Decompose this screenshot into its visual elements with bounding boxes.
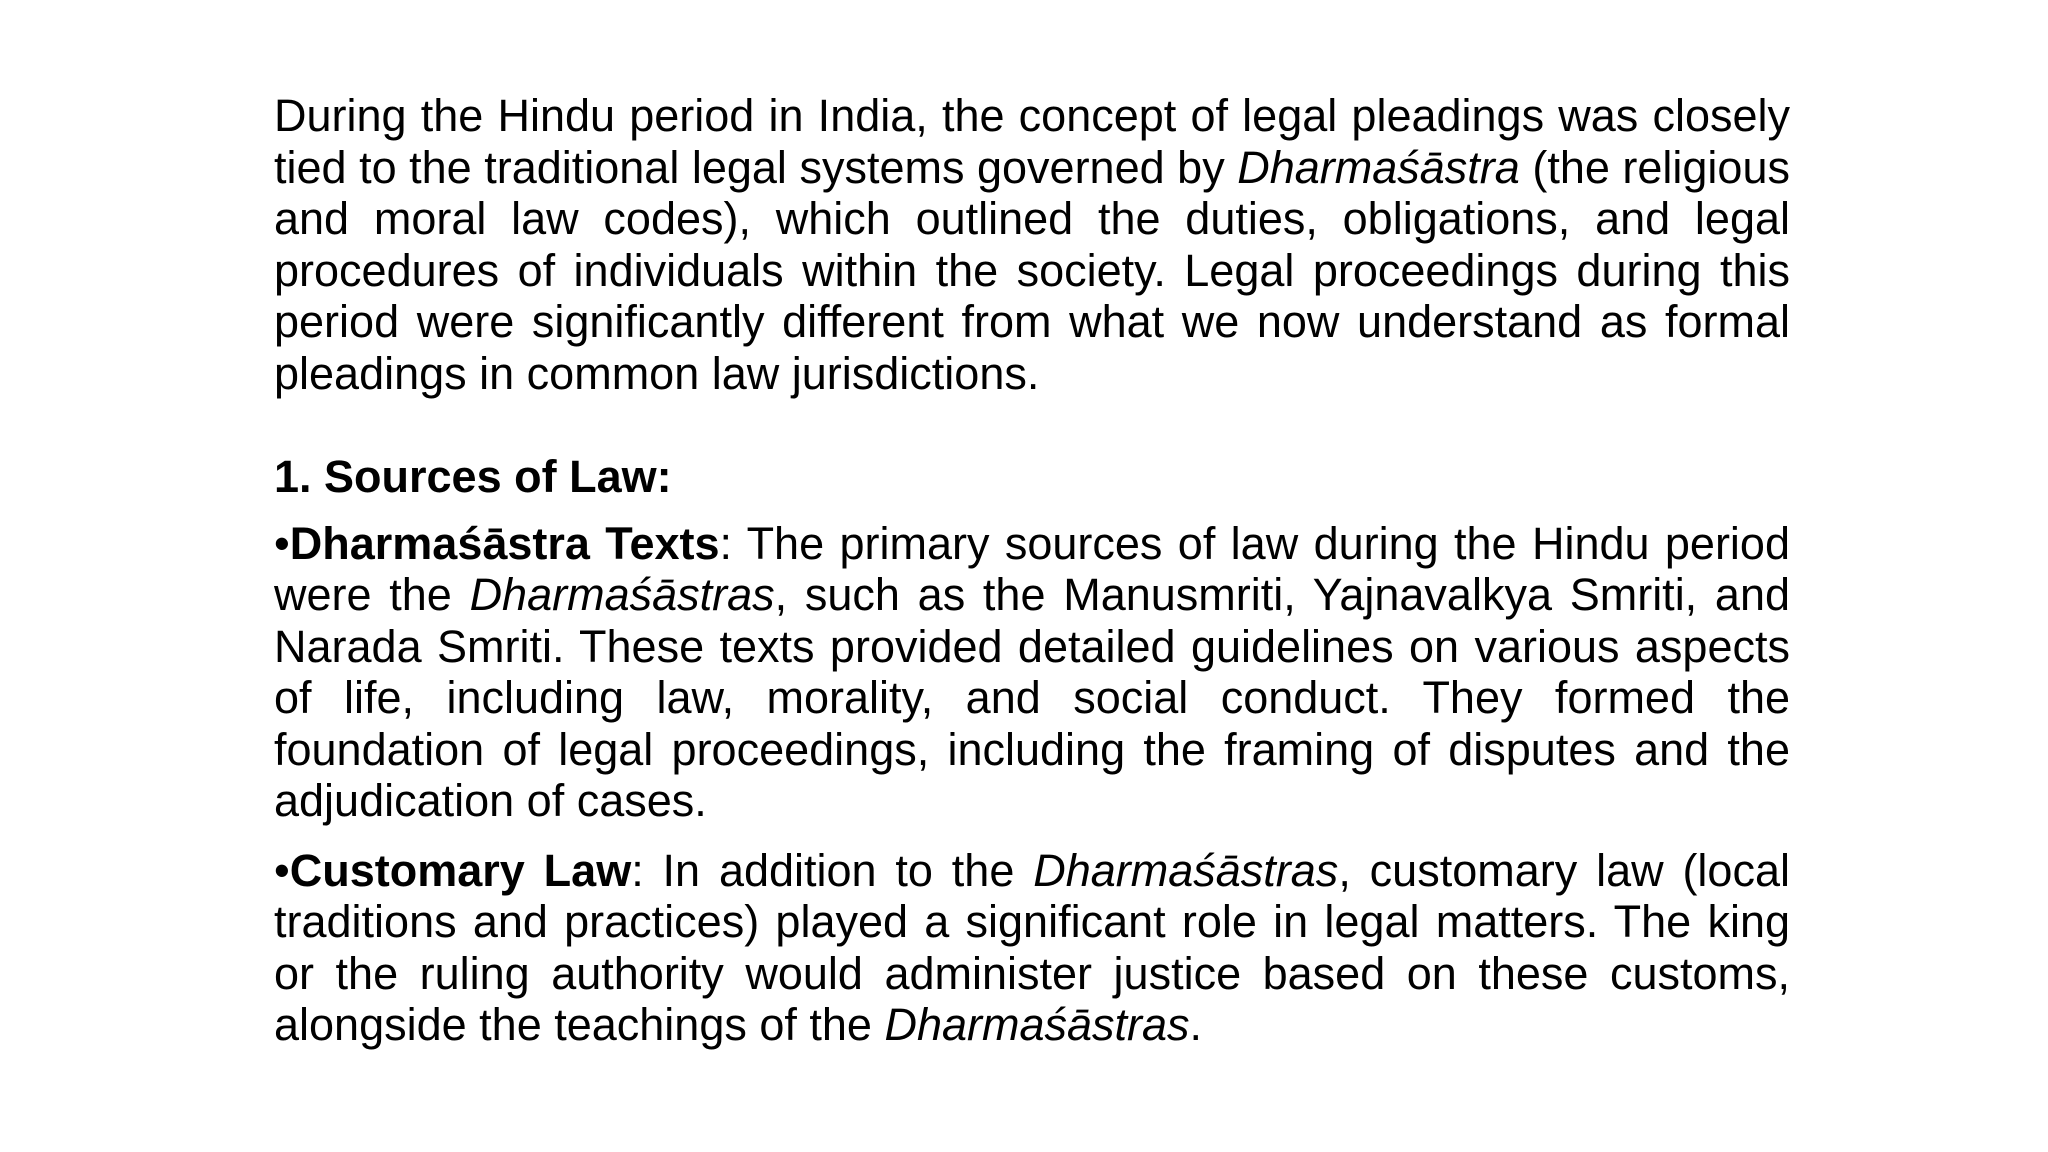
bullet-emphasis: Dharmaśāstras [1033,844,1339,896]
intro-text-2: (the religious and moral law codes), which outlined the duties, obligations, and legal procedures of individuals within the society. Legal proceedings during this period were significantly different from what we now understand as formal pleadings in common law jurisdictions. [274,141,1790,399]
slide-content [274,90,1790,1069]
bullet-text-3: . [1189,999,1203,1050]
bullet-marker: • [274,517,290,569]
bullet-text-2: , customary law (local traditions and practices) played a significant role in legal matters. The king or the ruling authority would administer justice based on these customs, alongside the teachings of the [274,844,1790,1050]
bullet-text-1: : The primary sources of law during the Hindu period were the [274,517,1790,620]
bullet-marker: • [274,844,290,896]
intro-paragraph [274,90,1790,399]
bullet-term: Dharmaśāstra Texts [289,517,720,569]
bullet-dharmasastra-texts [274,518,1790,827]
bullet-customary-law [274,845,1790,1051]
bullet-text-2: , such as the Manusmriti, Yajnavalkya Smriti, and Narada Smriti. These texts provided detailed guidelines on various aspects of life, including law, morality, and social conduct. They formed the foundation of legal proceedings, including the framing of disputes and the adjudication of cases. [274,569,1790,826]
bullet-text-1: : In addition to the [631,844,1034,896]
intro-emphasis-dharmasastra: Dharmaśāstra [1237,141,1520,193]
section-heading: 1. Sources of Law: [274,451,672,502]
bullet-term: Customary Law [289,844,632,896]
intro-text-1: During the Hindu period in India, the concept of legal pleadings was closely tied to the traditional legal systems governed by [274,90,1790,193]
bullet-emphasis: Dharmaśāstras [469,569,775,620]
bullet-emphasis: Dharmaśāstras [884,999,1190,1050]
